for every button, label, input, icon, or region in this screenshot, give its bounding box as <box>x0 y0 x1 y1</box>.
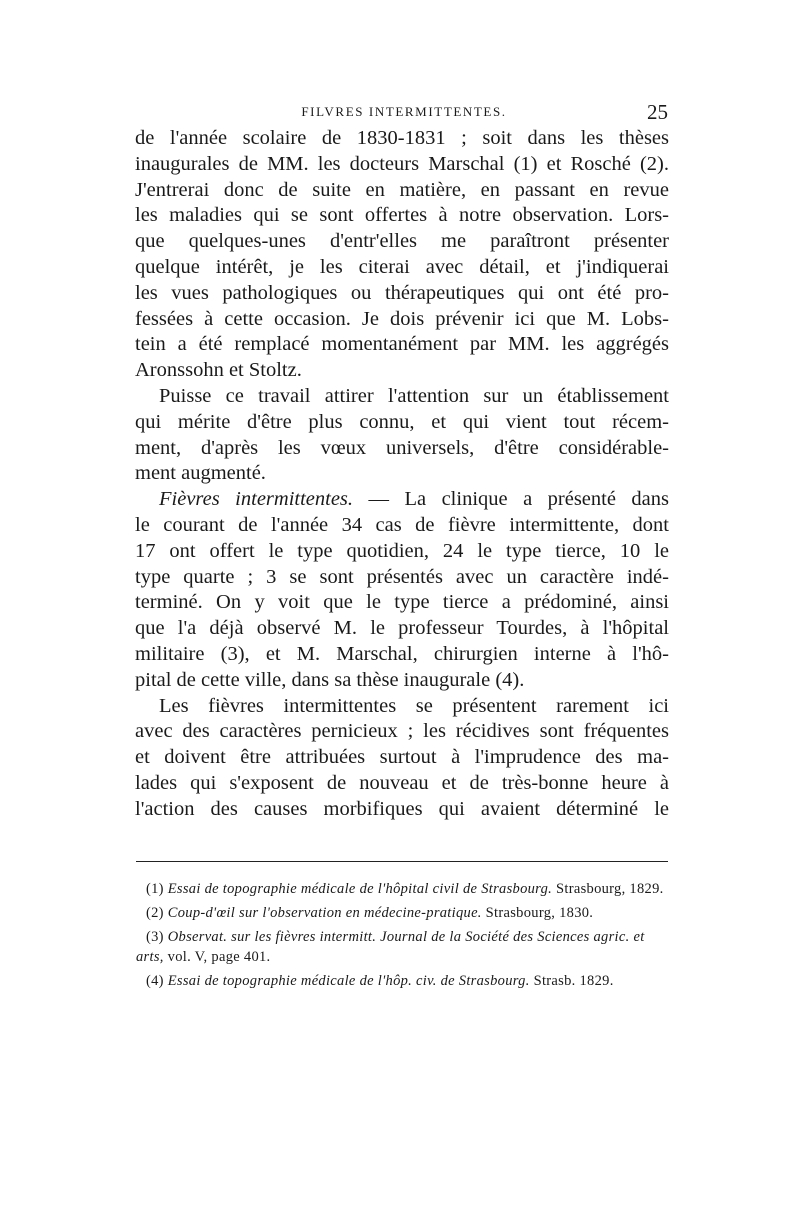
footnote-detail: vol. V, page 401. <box>167 949 271 965</box>
text-line: l'action des causes morbifiques qui avaient déterminé le <box>135 797 669 820</box>
text-line: terminé. On y voit que le type tierce a prédominé, ainsi <box>135 591 669 614</box>
footnote-title: Coup-d'œil sur l'observation en médecine-pratique. <box>167 905 482 921</box>
footnote-number: (1) <box>146 881 164 897</box>
text-line: militaire (3), et M. Marschal, chirurgien interne à l'hô- <box>135 642 669 665</box>
footnotes <box>136 879 668 995</box>
text-line <box>135 487 669 513</box>
running-title: FILVRES INTERMITTENTES. <box>301 104 507 119</box>
footnote-detail: Strasb. 1829. <box>533 973 614 989</box>
paragraph <box>135 694 669 823</box>
text-line: lades qui s'exposent de nouveau et de très-bonne heure à <box>135 771 669 794</box>
running-head <box>140 100 668 124</box>
text-line: tein a été remplacé momentanément par MM. les aggrégés <box>135 333 669 356</box>
text-line: Aronssohn et Stoltz. <box>135 359 302 382</box>
footnote-title: Essai de topographie médicale de l'hôpital civil de Strasbourg. <box>167 881 553 897</box>
footnote-detail: Strasbourg, 1830. <box>485 905 594 921</box>
text-line: que quelques-unes d'entr'elles me paraîtront présenter <box>135 230 669 253</box>
text-line: les maladies qui se sont offertes à notre observation. Lors- <box>135 204 669 227</box>
text-line: pital de cette ville, dans sa thèse inaugurale (4). <box>135 668 525 691</box>
text-line: fessées à cette occasion. Je dois prévenir ici que M. Lobs- <box>135 307 669 330</box>
text-line: 17 ont offert le type quotidien, 24 le type tierce, 10 le <box>135 539 669 562</box>
paragraph <box>135 384 669 487</box>
footnote-title: Essai de topographie médicale de l'hôp. civ. de Strasbourg. <box>167 973 530 989</box>
text-line: inaugurales de MM. les docteurs Marschal (1) et Rosché (2). <box>135 152 669 175</box>
text-line: ment, d'après les vœux universels, d'être considérable- <box>135 436 669 459</box>
footnote <box>136 971 668 991</box>
footnote-number: (2) <box>146 905 164 921</box>
paragraph <box>135 487 669 693</box>
text-line-rest: — La clinique a présenté dans <box>353 488 669 511</box>
footnote-detail: Strasbourg, 1829. <box>556 881 664 897</box>
footnote <box>136 879 668 899</box>
text-line: Les fièvres intermittentes se présentent rarement ici <box>159 694 669 717</box>
paragraph <box>135 126 669 384</box>
footnote-number: (3) <box>146 929 164 945</box>
text-line: les vues pathologiques ou thérapeutiques qui ont été pro- <box>135 281 669 304</box>
text-line: avec des caractères pernicieux ; les récidives sont fréquentes <box>135 720 669 743</box>
text-line: qui mérite d'être plus connu, et qui vient tout récem- <box>135 410 669 433</box>
text-line: J'entrerai donc de suite en matière, en passant en revue <box>135 178 669 201</box>
text-line: que l'a déjà observé M. le professeur Tourdes, à l'hôpital <box>135 617 669 640</box>
body-text <box>135 126 669 823</box>
text-line: le courant de l'année 34 cas de fièvre intermittente, dont <box>135 513 669 536</box>
text-line: type quarte ; 3 se sont présentés avec un caractère indé- <box>135 565 669 588</box>
footnote-number: (4) <box>146 973 164 989</box>
footnote-divider <box>136 861 668 862</box>
footnote <box>136 903 668 923</box>
section-heading: Fièvres intermittentes. <box>159 488 354 511</box>
footnote <box>136 927 668 967</box>
text-line: quelque intérêt, je les citerai avec détail, et j'indiquerai <box>135 255 669 278</box>
text-line: de l'année scolaire de 1830-1831 ; soit dans les thèses <box>135 127 669 149</box>
text-line: ment augmenté. <box>135 462 266 485</box>
text-line: et doivent être attribuées surtout à l'imprudence des ma- <box>135 746 669 769</box>
footnote-title: Observat. sur les fièvres intermitt. Journal de la Société des Sciences agric. et arts, <box>136 929 645 965</box>
text-line: Puisse ce travail attirer l'attention sur un établissement <box>159 384 669 407</box>
page-number: 25 <box>647 100 668 124</box>
